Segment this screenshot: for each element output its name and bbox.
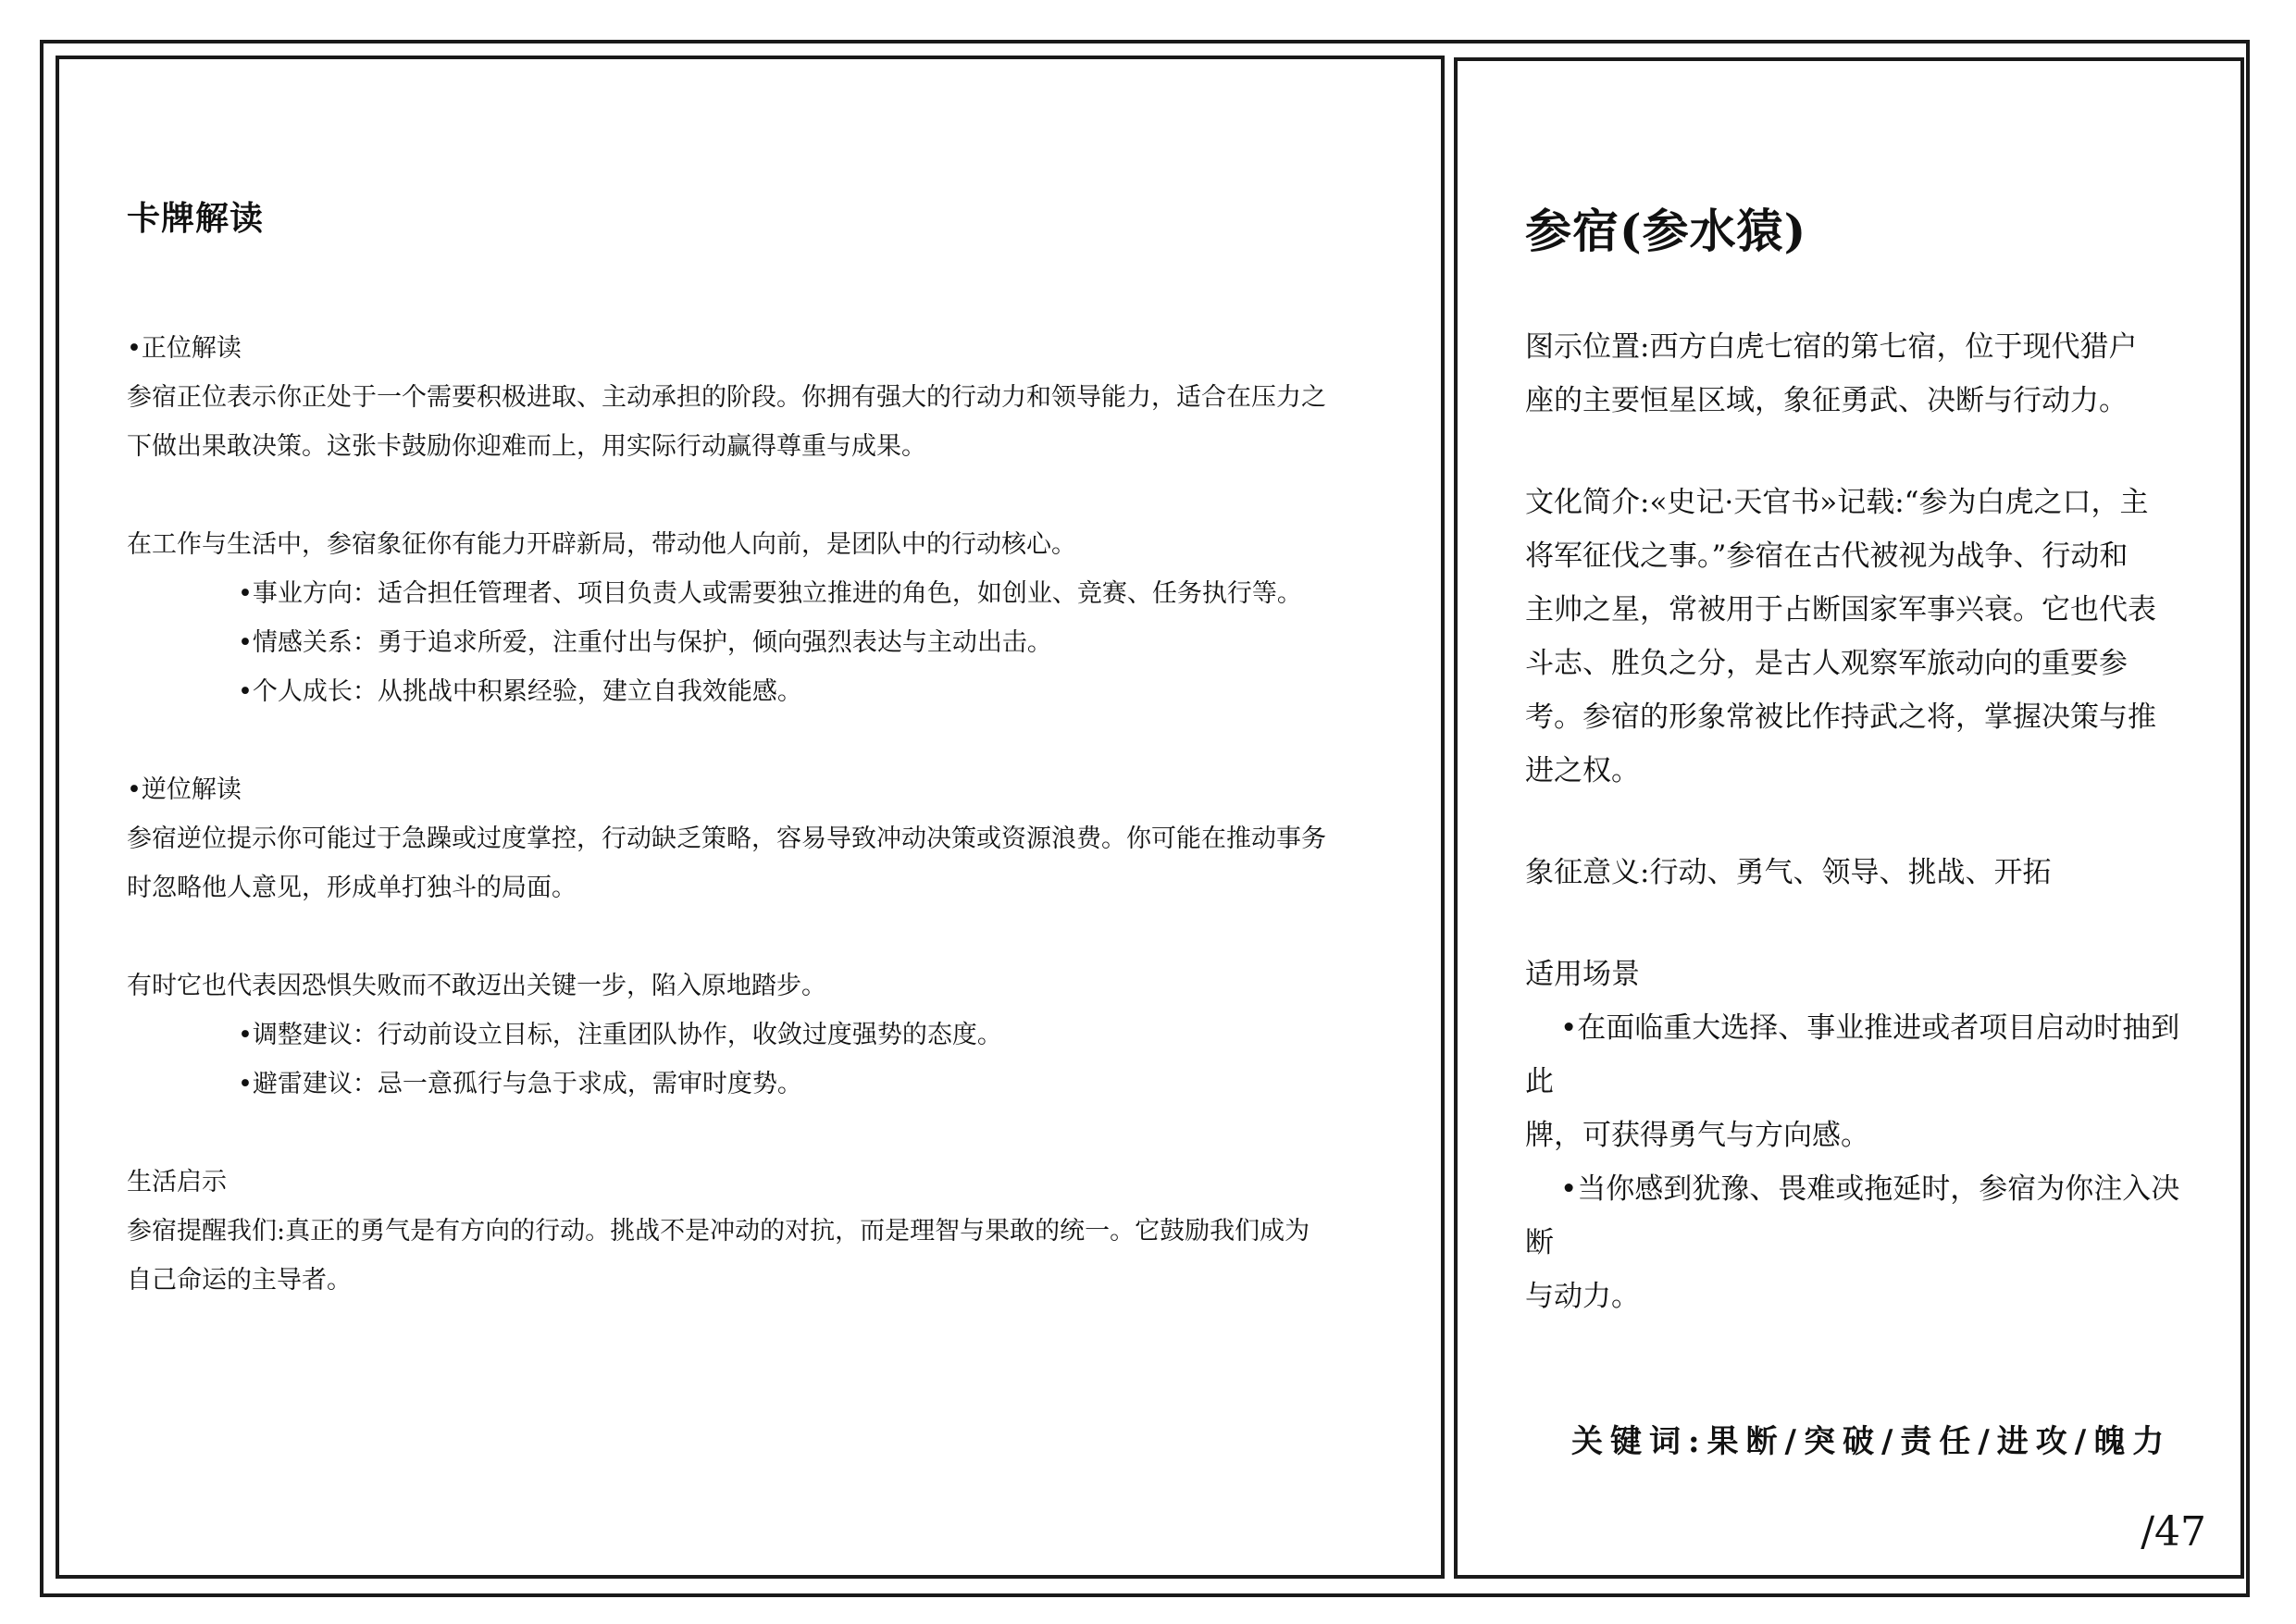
upright-item-career: •事业方向：适合担任管理者、项目负责人或需要独立推进的角色，如创业、竞赛、任务执行等。 — [238, 579, 1302, 608]
culture-line: 文化简介:«史记·天官书»记载:“参为白虎之口，主 — [1525, 486, 2149, 519]
scenario-line: 牌，可获得勇气与方向感。 — [1525, 1119, 1869, 1152]
life-insight-heading: 生活启示 — [127, 1168, 227, 1196]
reversed-paragraph-line: 时忽略他人意见，形成单打独斗的局面。 — [127, 874, 577, 902]
position-line: 图示位置:西方白虎七宿的第七宿，位于现代猎户 — [1525, 330, 2138, 364]
right-page-body — [1525, 320, 2184, 1323]
card-title: 参宿(参水猿) — [1525, 204, 1807, 258]
reversed-note: 有时它也代表因恐惧失败而不敢迈出关键一步，陷入原地踏步。 — [127, 972, 826, 1000]
page-number: /47 — [2141, 1508, 2206, 1556]
upright-item-growth: •个人成长：从挑战中积累经验，建立自我效能感。 — [238, 677, 802, 706]
reversed-heading: •逆位解读 — [127, 775, 242, 804]
reversed-item-avoid: •避雷建议：忌一意孤行与急于求成，需审时度势。 — [238, 1070, 802, 1098]
scenario-line: •在面临重大选择、事业推进或者项目启动时抽到此 — [1525, 1011, 2180, 1098]
reversed-item-adjust: •调整建议：行动前设立目标，注重团队协作，收敛过度强势的态度。 — [238, 1021, 1002, 1049]
keywords: 关键词:果断/突破/责任/进攻/魄力 — [1571, 1423, 2172, 1460]
culture-line: 考。参宿的形象常被比作持武之将，掌握决策与推 — [1525, 700, 2156, 734]
culture-line: 进之权。 — [1525, 754, 1640, 787]
upright-work-life: 在工作与生活中，参宿象征你有能力开辟新局，带动他人向前，是团队中的行动核心。 — [127, 530, 1076, 559]
section-title: 卡牌解读 — [127, 199, 265, 238]
culture-line: 主帅之星，常被用于占断国家军事兴衰。它也代表 — [1525, 593, 2156, 626]
scenarios-heading: 适用场景 — [1525, 958, 1640, 991]
life-insight-line: 参宿提醒我们:真正的勇气是有方向的行动。挑战不是冲动的对抗，而是理智与果敢的统一。它鼓励我们成为 — [127, 1217, 1310, 1246]
culture-line: 斗志、胜负之分，是古人观察军旅动向的重要参 — [1525, 647, 2128, 680]
upright-item-relationship: •情感关系：勇于追求所爱，注重付出与保护，倾向强烈表达与主动出击。 — [238, 628, 1052, 657]
left-page-body — [127, 324, 1367, 1305]
upright-heading: •正位解读 — [127, 334, 242, 363]
reversed-paragraph-line: 参宿逆位提示你可能过于急躁或过度掌控，行动缺乏策略，容易导致冲动决策或资源浪费。你可能在推动事务 — [127, 824, 1326, 853]
culture-line: 将军征伐之事。”参宿在古代被视为战争、行动和 — [1525, 539, 2128, 573]
position-line: 座的主要恒星区域，象征勇武、决断与行动力。 — [1525, 384, 2128, 417]
upright-paragraph-line: 参宿正位表示你正处于一个需要积极进取、主动承担的阶段。你拥有强大的行动力和领导能力，适合在压力之 — [127, 383, 1326, 412]
upright-paragraph-line: 下做出果敢决策。这张卡鼓励你迎难而上，用实际行动赢得尊重与成果。 — [127, 432, 926, 461]
symbolism: 象征意义:行动、勇气、领导、挑战、开拓 — [1525, 856, 2052, 889]
scenario-line: 与动力。 — [1525, 1280, 1640, 1313]
scenario-line: •当你感到犹豫、畏难或拖延时，参宿为你注入决断 — [1525, 1172, 2180, 1259]
life-insight-line: 自己命运的主导者。 — [127, 1266, 352, 1295]
